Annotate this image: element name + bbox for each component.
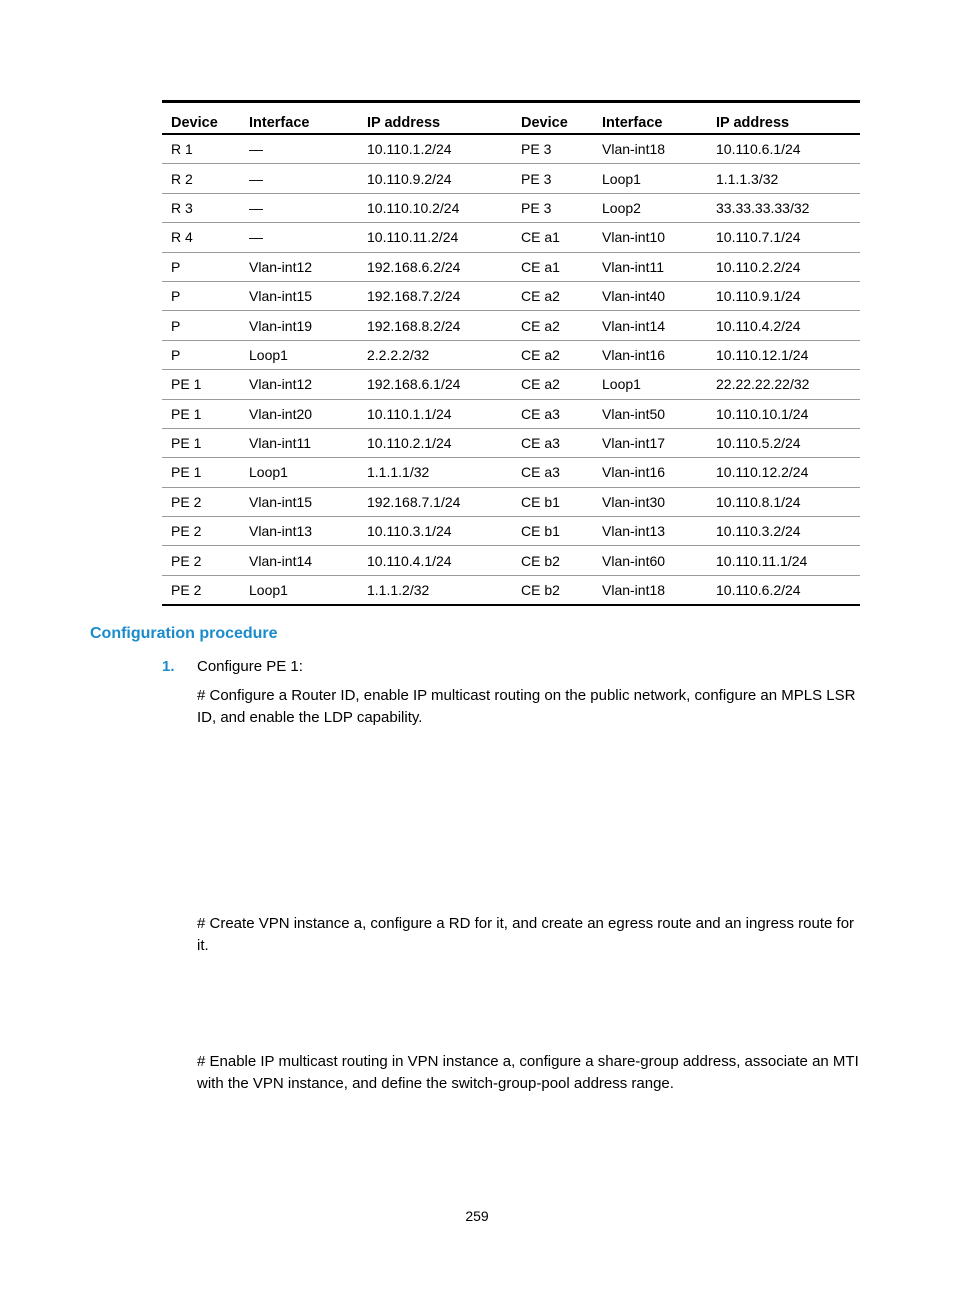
- table-cell: Loop2: [593, 193, 707, 222]
- table-cell: —: [240, 223, 358, 252]
- table-cell: Vlan-int15: [240, 487, 358, 516]
- table-row: [162, 164, 860, 193]
- table-cell: CE b2: [521, 582, 560, 599]
- table-cell: 10.110.6.1/24: [707, 134, 860, 164]
- table-cell: 10.110.7.1/24: [707, 223, 860, 252]
- table-cell: Vlan-int17: [593, 428, 707, 457]
- table-cell: CE b1: [512, 487, 593, 516]
- table-cell: P: [162, 311, 240, 340]
- table-cell: PE 2: [162, 546, 240, 575]
- table-cell: Vlan-int13: [240, 517, 358, 546]
- table-cell: 10.110.12.2/24: [707, 458, 860, 487]
- header-device: Device: [162, 102, 240, 135]
- table-cell: 10.110.6.2/24: [716, 582, 801, 599]
- table-cell: 1.1.1.1/32: [358, 458, 512, 487]
- table-cell: 10.110.9.2/24: [358, 164, 512, 193]
- table-cell: 192.168.7.1/24: [358, 487, 512, 516]
- table-cell: 1.1.1.2/32: [367, 582, 430, 599]
- table-cell: CE b1: [512, 517, 593, 546]
- table-cell: CE a3: [512, 428, 593, 457]
- table-cell: 192.168.7.2/24: [358, 281, 512, 310]
- table-cell: PE 2: [162, 517, 240, 546]
- table-cell: Loop1: [593, 370, 707, 399]
- table-row: [162, 517, 860, 546]
- table-row: [162, 281, 860, 310]
- table-cell: Loop1: [249, 582, 288, 599]
- table-cell: CE a2: [512, 370, 593, 399]
- table-cell: 10.110.12.1/24: [707, 340, 860, 369]
- table-cell: 10.110.2.2/24: [707, 252, 860, 281]
- table-cell: 10.110.3.1/24: [358, 517, 512, 546]
- table-cell: PE 3: [512, 193, 593, 222]
- table-row: [162, 311, 860, 340]
- table-cell: 10.110.10.2/24: [358, 193, 512, 222]
- table-cell: R 4: [162, 223, 240, 252]
- table-cell: 10.110.3.2/24: [707, 517, 860, 546]
- table-cell: —: [240, 134, 358, 164]
- table-row: [162, 428, 860, 457]
- table-cell: R 2: [162, 164, 240, 193]
- table-cell: CE b2: [512, 546, 593, 575]
- section-heading: Configuration procedure: [90, 625, 278, 642]
- table-cell: Vlan-int30: [593, 487, 707, 516]
- table-cell: Vlan-int18: [602, 582, 666, 599]
- ip-address-table: [162, 100, 860, 606]
- table-cell: 10.110.11.2/24: [358, 223, 512, 252]
- table-cell: 10.110.11.1/24: [707, 546, 860, 575]
- table-cell: Vlan-int12: [240, 252, 358, 281]
- table-cell: Vlan-int11: [593, 252, 707, 281]
- table-cell: P: [162, 340, 240, 369]
- table-row: [162, 134, 860, 164]
- header-ip-address-2: IP address: [707, 102, 860, 135]
- table-cell: Vlan-int15: [240, 281, 358, 310]
- table-cell: 22.22.22.22/32: [707, 370, 860, 399]
- header-interface: Interface: [240, 102, 358, 135]
- table-row: [162, 458, 860, 487]
- table-cell: Vlan-int16: [593, 340, 707, 369]
- table-cell: Vlan-int10: [593, 223, 707, 252]
- table-cell: R 3: [162, 193, 240, 222]
- table-cell: R 1: [162, 134, 240, 164]
- table-cell: Vlan-int11: [240, 428, 358, 457]
- header-ip-address: IP address: [358, 102, 512, 135]
- table-cell: Vlan-int16: [593, 458, 707, 487]
- step-text: Configure PE 1:: [197, 658, 303, 675]
- table-cell: PE 1: [162, 370, 240, 399]
- table-cell: 33.33.33.33/32: [707, 193, 860, 222]
- paragraph-vpn-instance: # Create VPN instance a, configure a RD for it, and create an egress route and an ingress route for it.: [197, 915, 855, 954]
- table-cell: 2.2.2.2/32: [358, 340, 512, 369]
- table-cell: PE 1: [162, 428, 240, 457]
- table-cell: PE 2: [162, 487, 240, 516]
- paragraph-router-id: # Configure a Router ID, enable IP multicast routing on the public network, configure an MPLS LSR ID, and enable the LDP capability.: [197, 687, 856, 726]
- header-interface-2: Interface: [593, 102, 707, 135]
- header-device-2: Device: [512, 102, 593, 135]
- table-cell: CE a2: [512, 281, 593, 310]
- table-cell: CE a2: [512, 340, 593, 369]
- table-cell: 10.110.2.1/24: [358, 428, 512, 457]
- table-cell: CE a2: [512, 311, 593, 340]
- page-number: 259: [465, 1208, 489, 1224]
- table-cell: CE a3: [512, 399, 593, 428]
- table-cell: Vlan-int14: [240, 546, 358, 575]
- table-cell: 1.1.1.3/32: [707, 164, 860, 193]
- table-cell: 192.168.6.2/24: [358, 252, 512, 281]
- table-row: [162, 546, 860, 575]
- table-cell: 10.110.9.1/24: [707, 281, 860, 310]
- table-cell: 10.110.10.1/24: [707, 399, 860, 428]
- table-row: [162, 575, 860, 605]
- table-row: [162, 223, 860, 252]
- table-cell: P: [162, 252, 240, 281]
- table-cell: 10.110.4.1/24: [358, 546, 512, 575]
- table-header-row: [162, 102, 860, 135]
- table-cell: 10.110.4.2/24: [707, 311, 860, 340]
- table-cell: 10.110.1.1/24: [358, 399, 512, 428]
- table-row: [162, 252, 860, 281]
- table-cell: 10.110.1.2/24: [358, 134, 512, 164]
- table-cell: Loop1: [240, 340, 358, 369]
- table-cell: P: [162, 281, 240, 310]
- table-cell: 192.168.6.1/24: [358, 370, 512, 399]
- table-cell: Loop1: [593, 164, 707, 193]
- table-cell: 10.110.5.2/24: [707, 428, 860, 457]
- table-cell: CE a3: [512, 458, 593, 487]
- table-cell: PE 3: [512, 134, 593, 164]
- table-cell: Vlan-int14: [593, 311, 707, 340]
- table-cell: Loop1: [240, 458, 358, 487]
- table-cell: Vlan-int18: [593, 134, 707, 164]
- paragraph-multicast-routing: # Enable IP multicast routing in VPN instance a, configure a share-group address, associate an MTI with the VPN instance, and define the switch-group-pool address range.: [197, 1053, 859, 1092]
- table-cell: Vlan-int13: [593, 517, 707, 546]
- table-cell: —: [240, 164, 358, 193]
- table-row: [162, 487, 860, 516]
- table-row: [162, 399, 860, 428]
- table-cell: CE a1: [512, 223, 593, 252]
- table-cell: 192.168.8.2/24: [358, 311, 512, 340]
- table-cell: CE a1: [512, 252, 593, 281]
- table-cell: 10.110.8.1/24: [707, 487, 860, 516]
- table-cell: Vlan-int19: [240, 311, 358, 340]
- table-cell: Vlan-int20: [240, 399, 358, 428]
- table-row: [162, 370, 860, 399]
- table-cell: —: [240, 193, 358, 222]
- table-cell: PE 2: [171, 582, 202, 599]
- table-cell: PE 1: [162, 458, 240, 487]
- table-cell: PE 1: [162, 399, 240, 428]
- table-cell: Vlan-int12: [240, 370, 358, 399]
- table-cell: Vlan-int50: [593, 399, 707, 428]
- table-cell: Vlan-int60: [593, 546, 707, 575]
- table-row: [162, 193, 860, 222]
- table-cell: PE 3: [512, 164, 593, 193]
- step-number: 1.: [162, 658, 175, 675]
- table-row: [162, 340, 860, 369]
- table-cell: Vlan-int40: [593, 281, 707, 310]
